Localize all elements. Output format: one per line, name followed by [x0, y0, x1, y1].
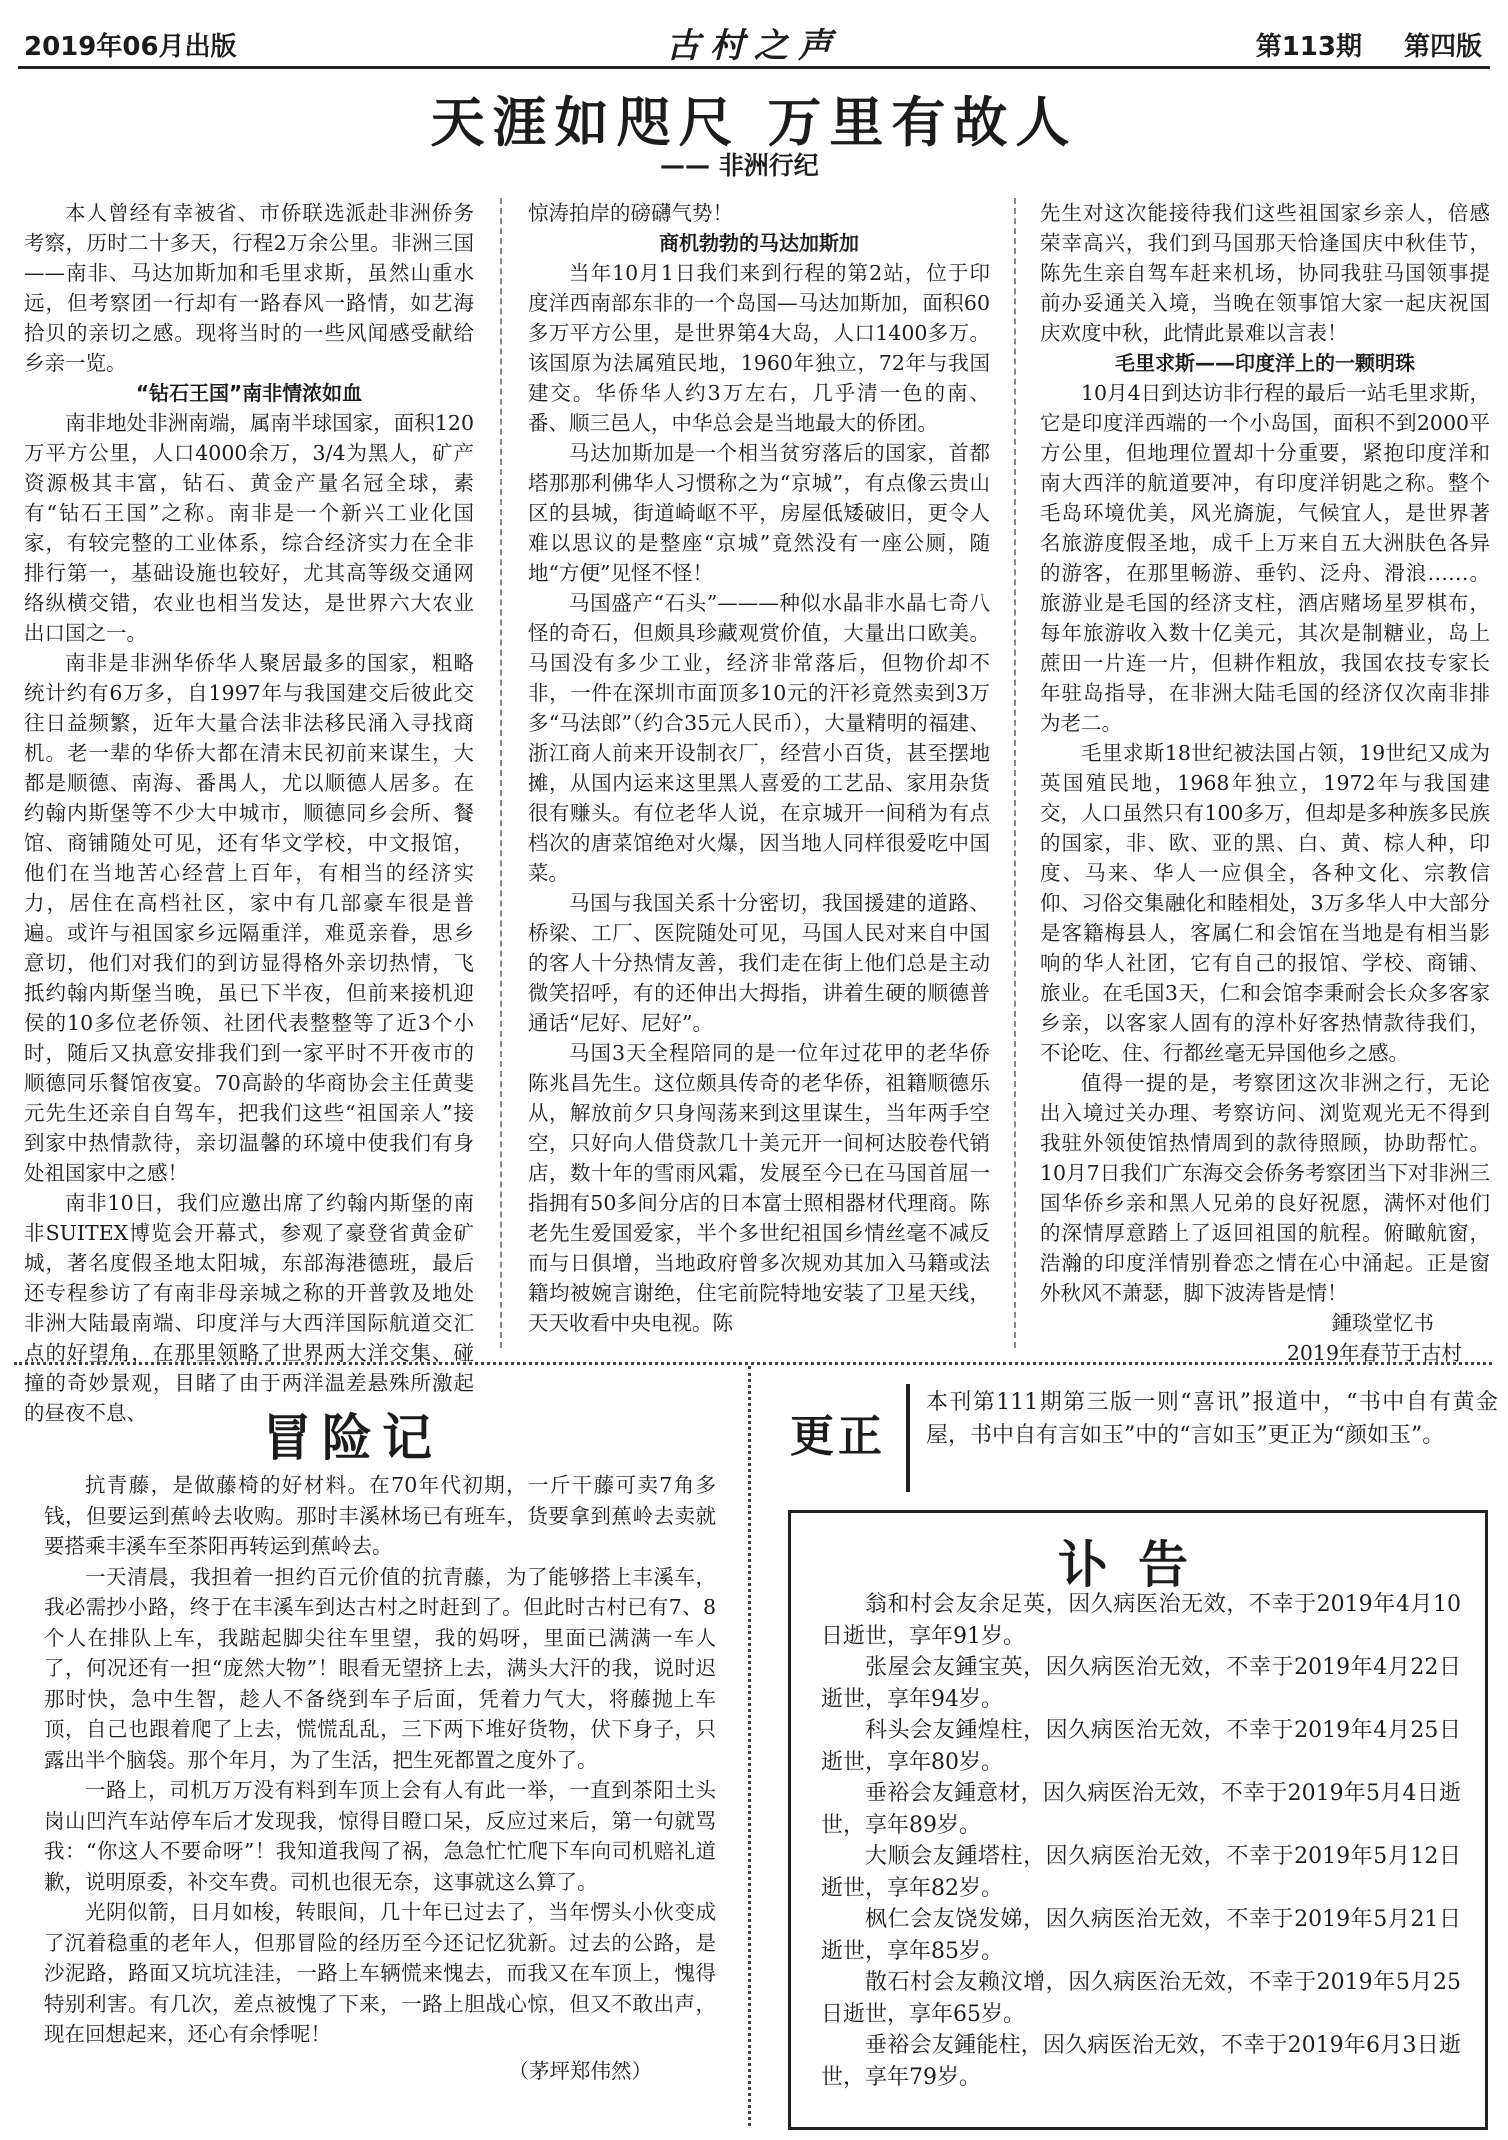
article-column-3 [1040, 198, 1490, 1368]
column-divider [500, 198, 502, 1348]
paragraph: 值得一提的是，考察团这次非洲之行，无论出入境过关办理、考察访问、浏览观光无不得到我驻外领使馆热情周到的款待照顾，协助帮忙。10月7日我们广东海交会侨务考察团当下对非洲三国华侨乡亲和黑人兄弟的良好祝愿，满怀对他们的深情厚意踏上了返回祖国的航程。俯瞰航窗，浩瀚的印度洋情别眷恋之情在心中涌起。正是窗外秋风不萧瑟，脚下波涛皆是情！ [1040, 1071, 1490, 1305]
paragraph: 惊涛拍岸的磅礴气势！ [528, 201, 733, 225]
author-signature: 鍾琰堂忆书 [1331, 1311, 1434, 1335]
correction-title: 更正 [790, 1411, 886, 1462]
paragraph: 南非是非洲华侨华人聚居最多的国家，粗略统计约有6万多，自1997年与我国建交后彼此交往日益频繁，近年大量合法非法移民涌入寻找商机。老一辈的华侨大都在清末民初前来谋生，大都是顺德、南海、番禺人，尤以顺德人居多。在约翰内斯堡等不少大中城市，顺德同乡会所、餐馆、商铺随处可见，还有华文学校，中文报馆，他们在当地苦心经营上百年，有相当的经济实力，居住在高档社区，家中有几部豪车很是普遍。或许与祖国家乡远隔重洋，难觅亲眷，思乡意切，他们对我们的到访显得格外亲切热情，飞抵约翰内斯堡当晚，虽已下半夜，但前来接机迎侯的10多位老侨领、社团代表整整等了近3个小时，随后又执意安排我们到一家平时不开夜市的顺德同乐餐馆夜宴。70高龄的华商协会主任黄斐元先生还亲自自驾车，把我们这些“祖国亲人”接到家中热情款待，亲切温馨的环境中使我们有身处祖国家中之感！ [24, 651, 474, 1185]
article-column-1 [24, 198, 474, 1428]
section-divider-vertical [748, 1366, 751, 2126]
correction-text: 本刊第111期第三版一则“喜讯”报道中，“书中自有黄金屋，书中自有言如玉”中的“言如玉”更正为“颜如玉”。 [926, 1390, 1498, 1448]
paragraph: 马达加斯加是一个相当贫穷落后的国家，首都塔那那利佛华人习惯称之为“京城”，有点像云贵山区的县城，街道崎岖不平，房屋低矮破旧，更令人难以思议的是整座“京城”竟然没有一座公厕，随地“方便”见怪不怪！ [528, 441, 990, 585]
article-subtitle: —— 非洲行纪 [660, 151, 819, 180]
obituary-list [821, 1589, 1461, 2093]
section-heading-madagascar: 商机勃勃的马达加斯加 [659, 231, 859, 255]
paragraph: 先生对这次能接待我们这些祖国家乡亲人，倍感荣幸高兴，我们到马国那天恰逢国庆中秋佳节，陈先生亲自驾车赶来机场，协同我驻马国领事提前办妥通关入境，当晚在领事馆大家一起庆祝国庆欢度中秋，此情此景难以言表！ [1040, 201, 1490, 345]
obituary-entry: 散石村会友赖汶增，因久病医治无效，不幸于2019年5月25日逝世，享年65岁。 [821, 1970, 1461, 2027]
paragraph: 当年10月1日我们来到行程的第2站，位于印度洋西南部东非的一个岛国—马达加斯加，面积60多万平方公里，是世界第4大岛，人口1400多万。该国原为法属殖民地，1960年独立，72年与我国建交。华侨华人约3万左右，几乎清一色的南、番、顺三邑人，中华总会是当地最大的侨团。 [528, 261, 990, 435]
obituary-entry: 大顺会友鍾塔柱，因久病医治无效，不幸于2019年5月12日逝世，享年82岁。 [821, 1844, 1461, 1901]
section-heading-south-africa: “钻石王国”南非情浓如血 [135, 381, 363, 405]
paragraph: 毛里求斯18世纪被法国占领，19世纪又成为英国殖民地，1968年独立，1972年与我国建交，人口虽然只有100多万，但却是多种族多民族的国家，非、欧、亚的黑、白、黄、棕人种，印度、马来、华人一应俱全，各种文化、宗教信仰、习俗交集融化和睦相处，3万多华人中大部分是客籍梅县人，客属仁和会馆在当地是有相当影响的华人社团，它有自己的报馆、学校、商铺、旅业。在毛国3天，仁和会馆李秉耐会长众多客家乡亲，以客家人固有的淳朴好客热情款待我们，不论吃、住、行都丝毫无异国他乡之感。 [1040, 741, 1490, 1065]
adventure-article [44, 1470, 716, 2086]
adventure-byline: （茅坪郑伟然） [508, 2058, 652, 2083]
article-title: 天涯如咫尺 万里有故人 [430, 90, 1078, 154]
masthead [18, 18, 1490, 66]
publication-date: 2019年06月出版 [24, 32, 237, 62]
correction-bar [906, 1384, 910, 1492]
paragraph: 10月4日到达访非行程的最后一站毛里求斯，它是印度洋西端的一个小岛国，面积不到2000平方公里，但地理位置却十分重要，紧抱印度洋和南大西洋的航道要冲，有印度洋钥匙之称。整个毛岛环境优美，风光旖旎，气候宜人，是世界著名旅游度假圣地，成千上万来自五大洲肤色各异的游客，在那里畅游、垂钓、泛舟、滑浪……。旅游业是毛国的经济支柱，酒店赌场星罗棋布，每年旅游收入数十亿美元，其次是制糖业，岛上蔗田一片连一片，但耕作粗放，我国农技专家长年驻岛指导，在非洲大陆毛国的经济仅次南非排为老二。 [1040, 381, 1490, 735]
paragraph: 马国与我国关系十分密切，我国援建的道路、桥梁、工厂、医院随处可见，马国人民对来自中国的客人十分热情友善，我们走在街上他们总是主动微笑招呼，有的还伸出大拇指，讲着生硬的顺德普通话“尼好、尼好”。 [528, 891, 990, 1035]
paragraph: 一天清晨，我担着一担约百元价值的抗青藤，为了能够搭上丰溪车，我必需抄小路，终于在丰溪车到达古村之时赶到了。但此时古村已有7、8个人在排队上车，我踮起脚尖往车里望，我的妈呀，里面已满满一车人了，何况还有一担“庞然大物”！眼看无望挤上去，满头大汗的我，说时迟那时快，急中生智，趁人不备绕到车子后面，凭着力气大，将藤抛上车顶，自己也跟着爬了上去，慌慌乱乱，三下两下堆好货物，伏下身子，只露出半个脑袋。那个年月，为了生活，把生死都置之度外了。 [44, 1564, 716, 1772]
obituary-entry: 翁和村会友余足英，因久病医治无效，不幸于2019年4月10日逝世，享年91岁。 [821, 1592, 1461, 1649]
paragraph: 一路上，司机万万没有料到车顶上会有人有此一举，一直到茶阳土头岗山凹汽车站停车后才发现我，惊得目瞪口呆，反应过来后，第一句就骂我：“你这人不要命呀”！我知道我闯了祸，急急忙忙爬下车向司机赔礼道歉，说明原委，补交车费。司机也很无奈，这事就这么算了。 [44, 1778, 716, 1894]
section-divider [14, 1362, 1492, 1365]
column-divider [1014, 198, 1016, 1348]
adventure-title: 冒险记 [262, 1408, 442, 1467]
paragraph: 南非10日，我们应邀出席了约翰内斯堡的南非SUITEX博览会开幕式，参观了豪登省黄金矿城，著名度假圣地太阳城，东部海港德班，最后还专程参访了有南非母亲城之称的开普敦及地处非洲大陆最南端、印度洋与大西洋国际航道交汇点的好望角，在那里领略了世界两大洋交集、碰撞的奇妙景观，目睹了由于两洋温差悬殊所激起的昼夜不息、 [24, 1191, 474, 1425]
obituary-entry: 枫仁会友饶发娣，因久病医治无效，不幸于2019年5月21日逝世，享年85岁。 [821, 1907, 1461, 1964]
article-date: 2019年春节于古村 [1286, 1341, 1462, 1365]
obituary-entry: 垂裕会友鍾意材，因久病医治无效，不幸于2019年5月4日逝世，享年89岁。 [821, 1781, 1461, 1838]
obituary-box [788, 1510, 1488, 2130]
paragraph: 本人曾经有幸被省、市侨联选派赴非洲侨务考察，历时二十多天，行程2万余公里。非洲三国——南非、马达加斯加和毛里求斯，虽然山重水远，但考察团一行却有一路春风一路情，如艺海拾贝的亲切之感。现将当时的一些风闻感受献给乡亲一览。 [24, 201, 474, 375]
newspaper-name: 古村之声 [666, 26, 842, 66]
obituary-title: 讣告 [1058, 1535, 1218, 1594]
issue-number: 第113期 [1255, 32, 1362, 62]
paragraph: 光阴似箭，日月如梭，转眼间，几十年已过去了，当年愣头小伙变成了沉着稳重的老年人，但那冒险的经历至今还记忆犹新。过去的公路，是沙泥路，路面又坑坑洼洼，一路上车辆慌来愧去，而我又在车顶上，愧得特别利害。有几次，差点被愧了下来，一路上胆战心惊，但又不敢出声，现在回想起来，还心有余悸呢！ [44, 1900, 716, 2046]
paragraph: 马国盛产“石头”———种似水晶非水晶七奇八怪的奇石，但颇具珍藏观赏价值，大量出口欧美。马国没有多少工业，经济非常落后，但物价却不非，一件在深圳市面顶多10元的汗衫竟然卖到3万多“马法郎”（约合35元人民币），大量精明的福建、浙江商人前来开设制衣厂，经营小百货，甚至摆地摊，从国内运来这里黑人喜爱的工艺品、家用杂货很有赚头。有位老华人说，在京城开一间稍为有点档次的唐菜馆绝对火爆，因当地人同样很爱吃中国菜。 [528, 591, 990, 885]
obituary-entry: 垂裕会友鍾能柱，因久病医治无效，不幸于2019年6月3日逝世，享年79岁。 [821, 2033, 1461, 2090]
obituary-entry: 科头会友鍾煌柱，因久病医治无效，不幸于2019年4月25日逝世，享年80岁。 [821, 1718, 1461, 1775]
paragraph: 马国3天全程陪同的是一位年过花甲的老华侨陈兆昌先生。这位颇具传奇的老华侨，祖籍顺德乐从，解放前夕只身闯荡来到这里谋生，当年两手空空，只好向人借贷款几十美元开一间柯达胶卷代销店，数十年的雪雨风霜，发展至今已在马国首屈一指拥有50多间分店的日本富士照相器材代理商。陈老先生爱国爱家，半个多世纪祖国乡情丝毫不减反而与日俱增，当地政府曾多次规劝其加入马籍或法籍均被婉言谢绝，住宅前院特地安装了卫星天线，天天收看中央电视。陈 [528, 1041, 990, 1335]
paragraph: 南非地处非洲南端，属南半球国家，面积120万平方公里，人口4000余万，3/4为黑人，矿产资源极其丰富，钻石、黄金产量名冠全球，素有“钻石王国”之称。南非是一个新兴工业化国家，有较完整的工业体系，综合经济实力在全非排行第一，基础设施也较好，尤其高等级交通网络纵横交错，农业也相当发达，是世界六大农业出口国之一。 [24, 411, 474, 645]
section-heading-mauritius: 毛里求斯——印度洋上的一颗明珠 [1115, 351, 1415, 375]
paragraph: 抗青藤，是做藤椅的好材料。在70年代初期，一斤干藤可卖7角多钱，但要运到蕉岭去收购。那时丰溪林场已有班车，货要拿到蕉岭去卖就要搭乘丰溪车至茶阳再转运到蕉岭去。 [44, 1473, 716, 1558]
masthead-rule [18, 66, 1490, 70]
article-column-2 [528, 198, 990, 1338]
page-number: 第四版 [1403, 32, 1482, 62]
obituary-entry: 张屋会友鍾宝英，因久病医治无效，不幸于2019年4月22日逝世，享年94岁。 [821, 1655, 1461, 1712]
